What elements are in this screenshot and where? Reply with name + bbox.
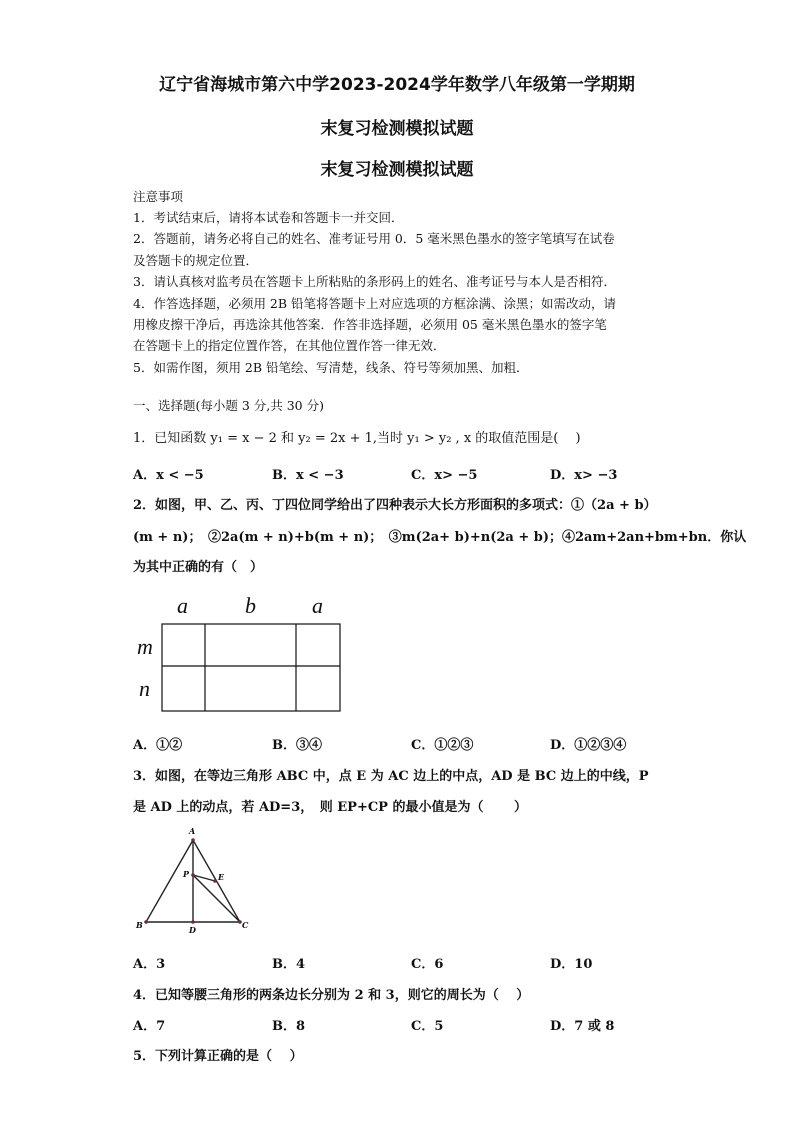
q3-option-b: B．4 bbox=[272, 957, 306, 972]
q4-option-c: C．5 bbox=[411, 1019, 444, 1034]
label-b: b bbox=[245, 593, 256, 618]
q2-line: 为其中正确的有（ ） bbox=[133, 560, 264, 575]
q2-option-a: A．①② bbox=[133, 738, 183, 753]
point-label-b: B bbox=[136, 920, 143, 930]
q2-option-d: D．①②③④ bbox=[550, 738, 627, 753]
label-a: a bbox=[177, 593, 188, 618]
note-line: 5．如需作图，须用 2B 铅笔绘、写清楚，线条、符号等须加黑、加粗． bbox=[133, 360, 529, 375]
q2-option-c: C．①②③ bbox=[411, 738, 474, 753]
q1-option-a: A．x < −5 bbox=[133, 468, 204, 483]
point-label-d: D bbox=[189, 925, 196, 935]
note-line: 在答题卡上的指定位置作答，在其他位置作答一律无效． bbox=[133, 338, 446, 353]
note-line: 用橡皮擦干净后，再选涂其他答案．作答非选择题，必须用 05 毫米黑色墨水的签字笔 bbox=[133, 317, 607, 332]
q1-option-b: B．x < −3 bbox=[272, 468, 344, 483]
label-m: m bbox=[137, 634, 153, 659]
section-heading: 一、选择题(每小题 3 分,共 30 分) bbox=[133, 398, 324, 413]
label-n: n bbox=[139, 676, 150, 701]
notes-heading: 注意事项 bbox=[133, 189, 184, 204]
point-label-e: E bbox=[218, 872, 225, 882]
q4-option-d: D．7 或 8 bbox=[550, 1019, 615, 1034]
q1-option-c: C．x> −5 bbox=[411, 468, 478, 483]
q3-line: 是 AD 上的动点，若 AD=3， 则 EP+CP 的最小值是为（ ） bbox=[133, 800, 528, 815]
note-line: 1．考试结束后，请将本试卷和答题卡一并交回． bbox=[133, 210, 404, 225]
note-line: 2．答题前，请务必将自己的姓名、准考证号用 0．5 毫米黑色墨水的签字笔填写在试卷 bbox=[133, 231, 615, 246]
q3-option-a: A．3 bbox=[133, 957, 166, 972]
q3-line: 3．如图，在等边三角形 ABC 中，点 E 为 AC 边上的中点，AD 是 BC 边上的中线，P bbox=[133, 769, 649, 784]
q5-text: 5．下列计算正确的是（ ） bbox=[133, 1049, 303, 1064]
note-line: 3．请认真核对监考员在答题卡上所粘贴的条形码上的姓名、准考证号与本人是否相符． bbox=[133, 274, 616, 289]
title-line-3: 末复习检测模拟试题 bbox=[320, 160, 474, 180]
title-line-1: 辽宁省海城市第六中学2023-2024学年数学八年级第一学期期 bbox=[159, 75, 635, 95]
q4-option-b: B．8 bbox=[272, 1019, 306, 1034]
title-line-2: 末复习检测模拟试题 bbox=[320, 119, 474, 139]
q3-option-d: D．10 bbox=[550, 957, 593, 972]
q2-line: (m + n)； ②2a(m + n)+b(m + n)； ③m(2a+ b)+n(2a + b)；④2am+2an+bm+bn．你认 bbox=[133, 530, 747, 545]
q3-option-c: C．6 bbox=[411, 957, 444, 972]
q4-text: 4．已知等腰三角形的两条边长分别为 2 和 3，则它的周长为（ ） bbox=[133, 988, 530, 1003]
q4-option-a: A．7 bbox=[133, 1019, 166, 1034]
note-line: 及答题卡的规定位置． bbox=[133, 253, 259, 268]
q2-line: 2．如图，甲、乙、丙、丁四位同学给出了四种表示大长方形面积的多项式：①（2a + b） bbox=[133, 498, 657, 513]
point-label-c: C bbox=[242, 920, 249, 930]
q1-option-d: D．x> −3 bbox=[550, 468, 618, 483]
note-line: 4．作答选择题，必须用 2B 铅笔将答题卡上对应选项的方框涂满、涂黑；如需改动，请 bbox=[133, 296, 617, 311]
q1-text: 1．已知函数 y₁ = x − 2 和 y₂ = 2x + 1,当时 y₁ > y₂ , x 的取值范围是( ) bbox=[133, 431, 581, 446]
q2-option-b: B．③④ bbox=[272, 738, 322, 753]
point-label-a: A bbox=[189, 826, 196, 836]
label-a: a bbox=[312, 593, 323, 618]
point-label-p: P bbox=[183, 869, 190, 879]
